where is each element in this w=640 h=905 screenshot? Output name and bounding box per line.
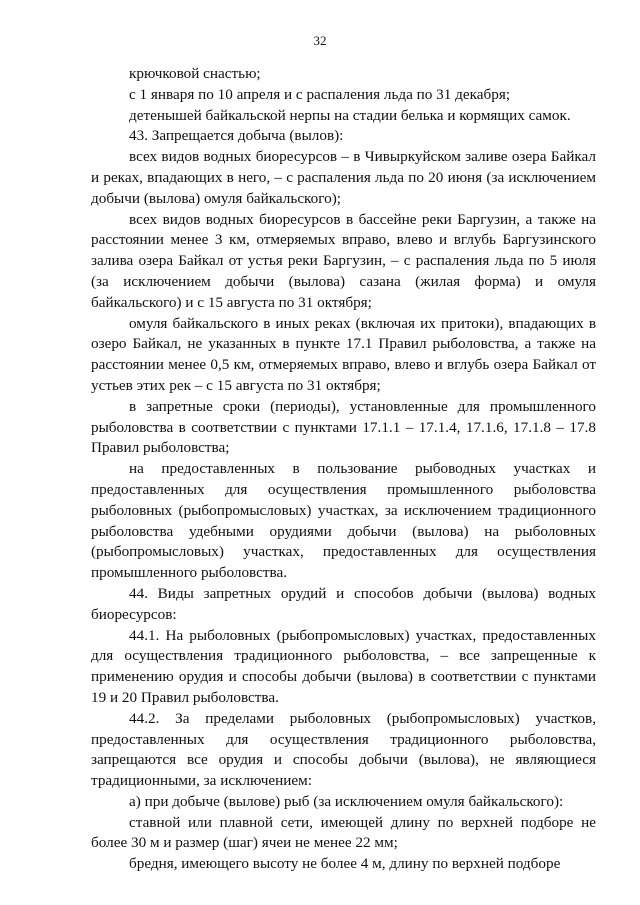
paragraph: в запретные сроки (периоды), установленные для промышленного рыболовства в соответствии с пунктами 17.1.1 – 17.1.4, 17.1.6, 17.1.8 – 17.8 Правил рыболовства; bbox=[91, 397, 596, 457]
paragraph: а) при добыче (вылове) рыб (за исключением омуля байкальского): bbox=[129, 792, 564, 810]
paragraph: на предоставленных в пользование рыбоводных участках и предоставленных для осуществления промышленного рыболовства рыболовных (рыбопромысловых) участках, за исключением традиционного рыболовства удебными орудиями добычи (вылова) на рыболовных (рыбопромысловых) участках, предоставленных для осуществления промышленного рыболовства. bbox=[91, 460, 596, 582]
paragraph: 44.1. На рыболовных (рыбопромысловых) участках, предоставленных для осуществления традиционного рыболовства, – все запрещенные к применению орудия и способы добычи (вылова) в соответствии с пунктами 19 и 20 Правил рыболовства. bbox=[91, 626, 596, 706]
paragraph: крючковой снастью; bbox=[129, 65, 261, 82]
paragraph: бредня, имеющего высоту не более 4 м, длину по верхней подборе bbox=[129, 855, 561, 873]
document-body bbox=[91, 64, 596, 875]
page-number: 32 bbox=[313, 33, 327, 48]
paragraph: всех видов водных биоресурсов – в Чивыркуйском заливе озера Байкал и реках, впадающих в него, – с распаления льда по 20 июня (за исключением добычи (вылова) омуля байкальского); bbox=[91, 148, 596, 207]
paragraph: всех видов водных биоресурсов в бассейне реки Баргузин, а также на расстоянии менее 3 км, отмеряемых вправо, влево и вглубь Баргузинского залива озера Байкал от устья реки Баргузин, – с распаления льда по 5 июля (за исключением добычи (вылова) сазана (жилая форма) и омуля байкальского) и с 15 августа по 31 октября; bbox=[91, 210, 596, 311]
paragraph: 44.2. За пределами рыболовных (рыбопромысловых) участков, предоставленных для осуществления традиционного рыболовства, запрещаются все орудия и способы добычи (вылова), не являющиеся традиционными, за исключением: bbox=[91, 709, 596, 790]
paragraph: с 1 января по 10 апреля и с распаления льда по 31 декабря; bbox=[129, 85, 511, 103]
paragraph: ставной или плавной сети, имеющей длину по верхней подборе не более 30 м и размер (шаг) ячеи не менее 22 мм; bbox=[91, 813, 596, 852]
paragraph: 43. Запрещается добыча (вылов): bbox=[129, 127, 344, 145]
paragraph: омуля байкальского в иных реках (включая их притоки), впадающих в озеро Байкал, не указанных в пункте 17.1 Правил рыболовства, а также на расстоянии менее 0,5 км, отмеряемых вправо, влево и вглубь озера Байкал от устьев этих рек – с 15 августа по 31 октября; bbox=[91, 314, 596, 394]
paragraph: детенышей байкальской нерпы на стадии белька и кормящих самок. bbox=[129, 106, 571, 124]
paragraph: 44. Виды запретных орудий и способов добычи (вылова) водных биоресурсов: bbox=[91, 584, 596, 623]
